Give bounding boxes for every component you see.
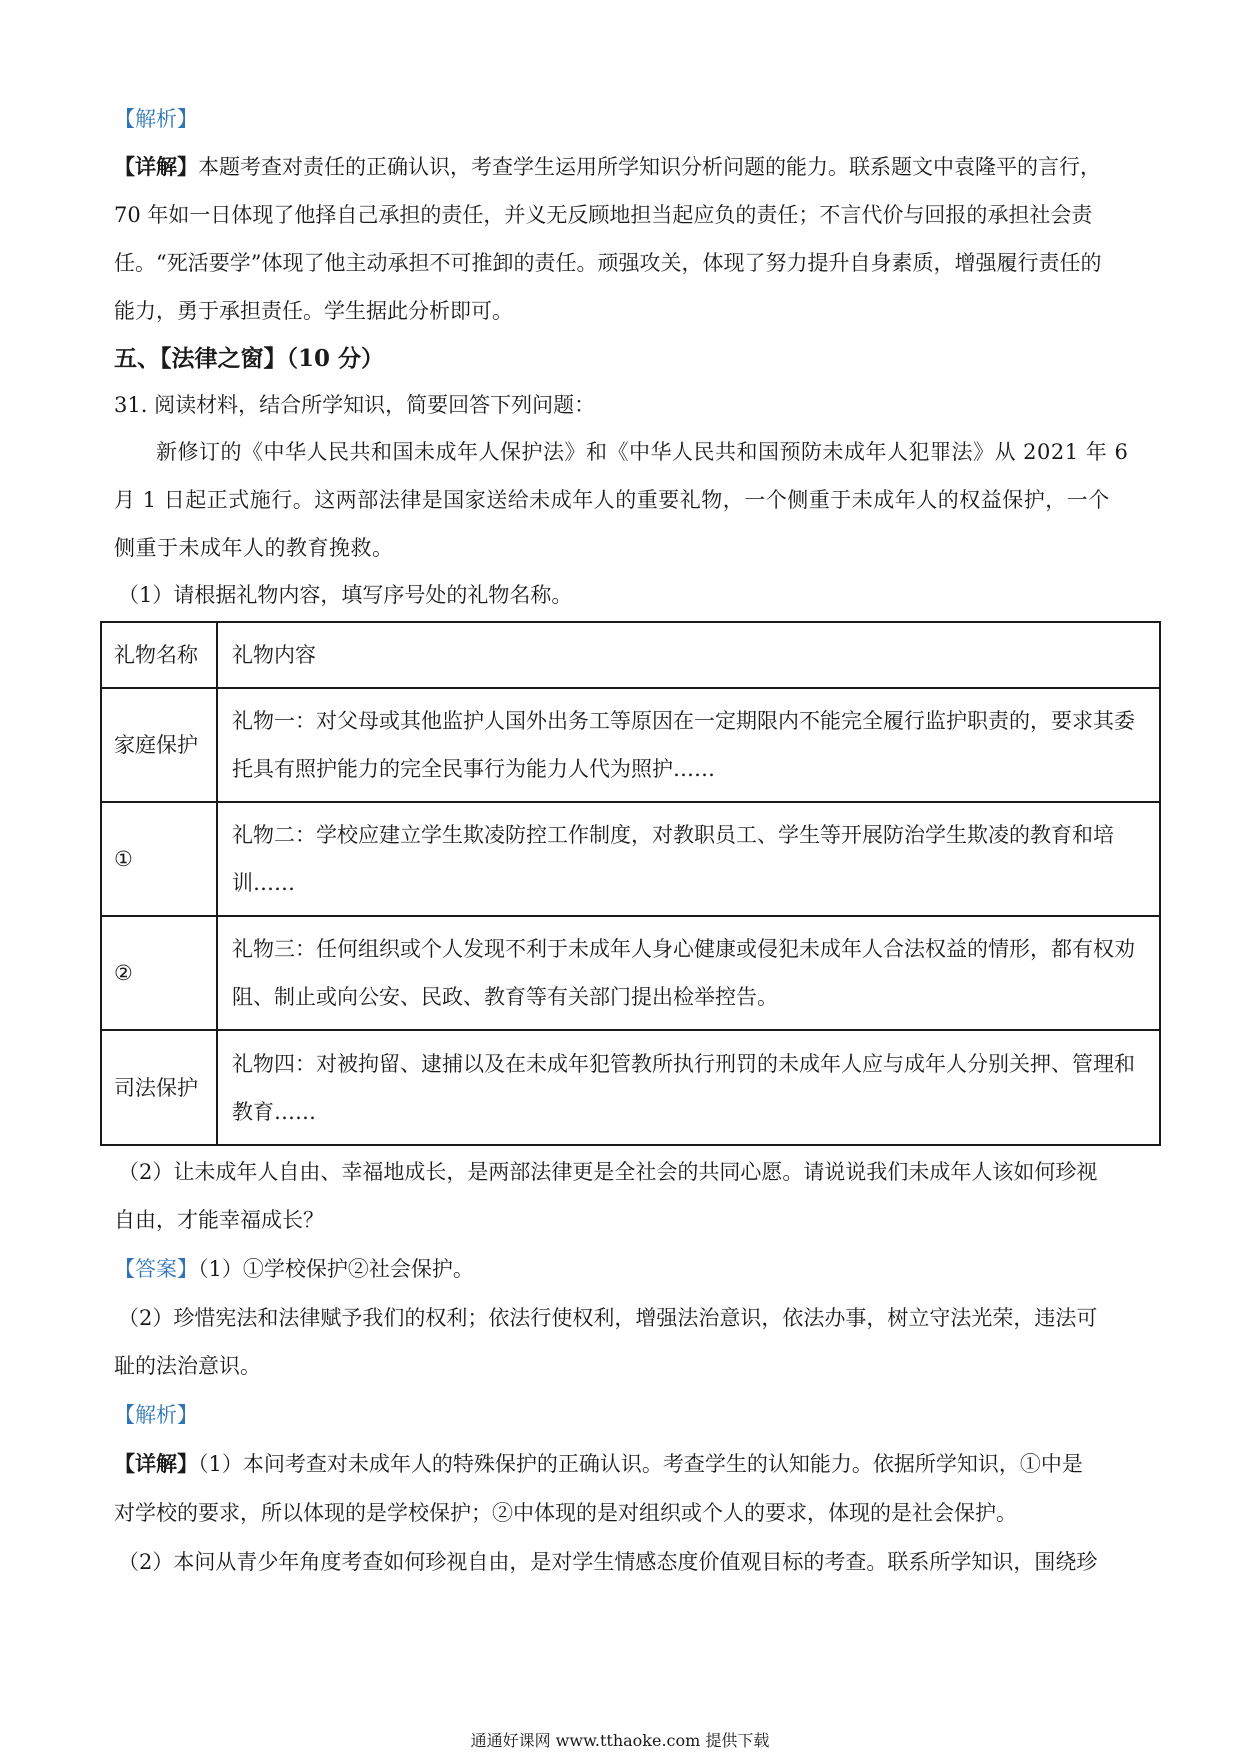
gift-name-cell: ①	[101, 802, 217, 916]
header-gift-content: 礼物内容	[217, 622, 1160, 688]
table-header-row	[101, 622, 1160, 688]
gift-name-cell: 司法保护	[101, 1030, 217, 1145]
detail-paragraph-line: 对学校的要求，所以体现的是学校保护；②中体现的是对组织或个人的要求，体现的是社会保护。	[114, 1501, 1017, 1525]
material-line: 侧重于未成年人的教育挽救。	[114, 536, 394, 560]
material-line: 月 1 日起正式施行。这两部法律是国家送给未成年人的重要礼物，一个侧重于未成年人的权益保护，一个	[114, 488, 1110, 512]
detail-tag: 【详解】	[114, 1451, 198, 1476]
table-row	[101, 802, 1160, 916]
gift-content-cell: 礼物四：对被拘留、逮捕以及在未成年犯管教所执行刑罚的未成年人应与成年人分别关押、管理和教育……	[217, 1030, 1160, 1145]
answer-line: 【答案】（1）①学校保护②社会保护。	[114, 1257, 474, 1281]
detail-paragraph-line: 任。“死活要学”体现了他主动承担不可推卸的责任。顽强攻关，体现了努力提升自身素质，增强履行责任的	[114, 251, 1102, 275]
question-prompt: 31. 阅读材料，结合所学知识，简要回答下列问题：	[114, 393, 596, 417]
sub-question-2-line: （2）让未成年人自由、幸福地成长，是两部法律更是全社会的共同心愿。请说说我们未成年人该如何珍视	[118, 1160, 1098, 1184]
gift-name-cell: 家庭保护	[101, 688, 217, 802]
analysis-heading: 【解析】	[114, 1403, 198, 1427]
detail-tag: 【详解】	[114, 154, 198, 179]
detail-paragraph-line: （2）本问从青少年角度考查如何珍视自由，是对学生情感态度价值观目标的考查。联系所学知识，围绕珍	[118, 1550, 1098, 1574]
answer-line: （2）珍惜宪法和法律赋予我们的权利；依法行使权利，增强法治意识，依法办事，树立守法光荣，违法可	[118, 1306, 1098, 1330]
detail-paragraph-line: 【详解】本题考查对责任的正确认识，考查学生运用所学知识分析问题的能力。联系题文中袁隆平的言行，	[114, 154, 1101, 179]
answer-tag: 【答案】	[114, 1257, 198, 1281]
detail-paragraph-line: 【详解】（1）本问考查对未成年人的特殊保护的正确认识。考查学生的认知能力。依据所学知识，①中是	[114, 1451, 1083, 1476]
gift-table	[100, 621, 1161, 1146]
sub-question-2-line: 自由，才能幸福成长？	[114, 1208, 324, 1232]
table-row	[101, 916, 1160, 1030]
answer-line: 耻的法治意识。	[114, 1354, 261, 1378]
header-gift-name: 礼物名称	[101, 622, 217, 688]
gift-content-cell: 礼物一：对父母或其他监护人国外出务工等原因在一定期限内不能完全履行监护职责的，要求其委托具有照护能力的完全民事行为能力人代为照护……	[217, 688, 1160, 802]
material-line: 新修订的《中华人民共和国未成年人保护法》和《中华人民共和国预防未成年人犯罪法》从 2021 年 6	[156, 440, 1129, 464]
sub-question-1: （1）请根据礼物内容，填写序号处的礼物名称。	[118, 583, 573, 607]
detail-paragraph-line: 能力，勇于承担责任。学生据此分析即可。	[114, 299, 513, 323]
gift-content-cell: 礼物三：任何组织或个人发现不利于未成年人身心健康或侵犯未成年人合法权益的情形，都有权劝阻、制止或向公安、民政、教育等有关部门提出检举控告。	[217, 916, 1160, 1030]
gift-name-cell: ②	[101, 916, 217, 1030]
gift-content-cell: 礼物二：学校应建立学生欺凌防控工作制度，对教职员工、学生等开展防治学生欺凌的教育和培训……	[217, 802, 1160, 916]
detail-paragraph-line: 70 年如一日体现了他择自己承担的责任，并义无反顾地担当起应负的责任；不言代价与回报的承担社会责	[114, 203, 1093, 227]
page-footer: 通通好课网 www.tthaoke.com 提供下载	[470, 1731, 770, 1750]
analysis-heading: 【解析】	[114, 107, 198, 131]
table-row	[101, 1030, 1160, 1145]
table-row	[101, 688, 1160, 802]
section-heading: 五、【法律之窗】（10 分）	[114, 345, 385, 372]
